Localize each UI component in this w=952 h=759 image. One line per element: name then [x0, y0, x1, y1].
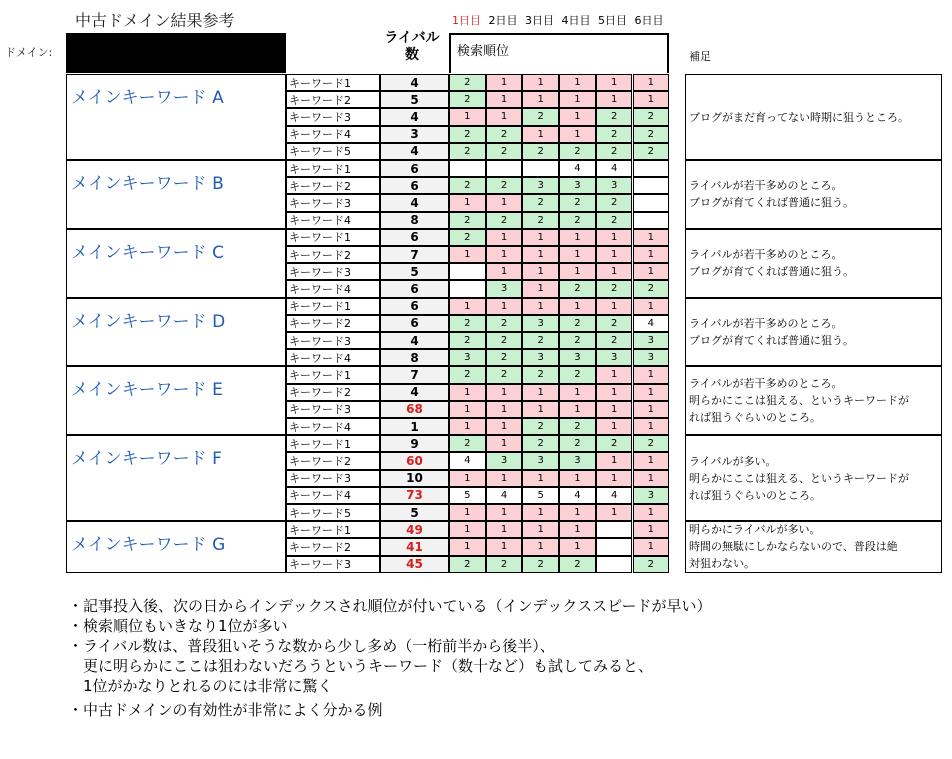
summary-bullet: ・検索順位もいきなり1位が多い: [68, 617, 288, 635]
main-keyword-label: メインキーワード E: [66, 366, 286, 435]
rival-header-line1: ライバル: [384, 30, 440, 46]
rival-count-cell: 7: [380, 246, 449, 263]
rank-cell: 1: [633, 521, 670, 538]
rank-cell: 3: [522, 452, 559, 469]
rank-cell: [449, 280, 486, 297]
rank-cell: 2: [449, 366, 486, 383]
rank-cell: 3: [633, 332, 670, 349]
rival-count-cell: 5: [380, 91, 449, 108]
rank-cell: 2: [633, 435, 670, 452]
rank-cell: 2: [449, 315, 486, 332]
rank-cell: 1: [449, 470, 486, 487]
supplement-note: ライバルが若干多めのところ。 明らかにここは狙える、というキーワードが れば狙うぐらいのところ。: [685, 366, 942, 435]
rank-cell: 3: [449, 349, 486, 366]
rank-cell: 1: [522, 384, 559, 401]
rank-cell: 1: [522, 470, 559, 487]
rank-cell: 1: [633, 384, 670, 401]
rank-cell: 1: [559, 246, 596, 263]
rank-cell: 1: [486, 74, 523, 91]
rank-cell: 2: [596, 126, 633, 143]
summary-notes: [68, 596, 712, 720]
rank-cell: 1: [486, 246, 523, 263]
rank-cell: 3: [522, 349, 559, 366]
rank-cell: [449, 160, 486, 177]
rank-cell: 2: [449, 229, 486, 246]
rank-cell: 1: [486, 504, 523, 521]
rank-cell: [486, 160, 523, 177]
rank-cell: 1: [449, 194, 486, 211]
rank-cell: 1: [449, 246, 486, 263]
keyword-cell: キーワード1: [286, 521, 380, 538]
rank-cell: 1: [633, 504, 670, 521]
rank-cell: 1: [559, 521, 596, 538]
rival-count-cell: 5: [380, 504, 449, 521]
rank-cell: 2: [596, 280, 633, 297]
rank-cell: 2: [486, 143, 523, 160]
rank-cell: 1: [596, 401, 633, 418]
rival-count-cell: 7: [380, 366, 449, 383]
rank-cell: 3: [522, 315, 559, 332]
rank-cell: 1: [633, 452, 670, 469]
rival-count-cell: 41: [380, 538, 449, 555]
keyword-cell: キーワード3: [286, 263, 380, 280]
page-title: 中古ドメイン結果参考: [75, 11, 235, 30]
rank-cell: 1: [596, 246, 633, 263]
keyword-cell: キーワード2: [286, 246, 380, 263]
rank-cell: 1: [486, 263, 523, 280]
rank-cell: 1: [596, 91, 633, 108]
keyword-cell: キーワード3: [286, 470, 380, 487]
rank-cell: 1: [522, 246, 559, 263]
rank-cell: 1: [559, 91, 596, 108]
rival-count-cell: 4: [380, 143, 449, 160]
rank-cell: 2: [449, 143, 486, 160]
rank-cell: 1: [522, 521, 559, 538]
rank-cell: 2: [596, 212, 633, 229]
rival-count-cell: 6: [380, 315, 449, 332]
rank-cell: [449, 263, 486, 280]
rank-cell: 2: [522, 143, 559, 160]
day-label: 1日目: [452, 14, 481, 27]
rank-cell: 2: [449, 126, 486, 143]
rank-cell: 1: [596, 263, 633, 280]
supplement-header: 補足: [689, 50, 711, 63]
keyword-cell: キーワード3: [286, 108, 380, 125]
rank-cell: 1: [633, 91, 670, 108]
rank-cell: 1: [559, 384, 596, 401]
rival-count-cell: 4: [380, 108, 449, 125]
rival-header-line2: 数: [405, 47, 419, 63]
rank-cell: 2: [559, 366, 596, 383]
rival-count-cell: 6: [380, 280, 449, 297]
rank-cell: 2: [449, 91, 486, 108]
rank-cell: 2: [559, 556, 596, 573]
rank-cell: 2: [559, 315, 596, 332]
rank-cell: 1: [486, 538, 523, 555]
rank-cell: 3: [596, 349, 633, 366]
keyword-cell: キーワード3: [286, 194, 380, 211]
rival-count-cell: 73: [380, 487, 449, 504]
rank-cell: 1: [522, 74, 559, 91]
rank-cell: 1: [449, 538, 486, 555]
rank-cell: 1: [633, 366, 670, 383]
rival-count-cell: 45: [380, 556, 449, 573]
rank-cell: 2: [522, 435, 559, 452]
rank-cell: 1: [486, 521, 523, 538]
rival-count-cell: 68: [380, 401, 449, 418]
summary-bullet: ・記事投入後、次の日からインデックスされ順位が付いている（インデックススピードが早い）: [68, 597, 712, 615]
rank-cell: 3: [633, 487, 670, 504]
rival-count-cell: 6: [380, 177, 449, 194]
rank-cell: 4: [486, 487, 523, 504]
rank-cell: 2: [559, 332, 596, 349]
rank-cell: 1: [596, 504, 633, 521]
day-label: 6日目: [634, 14, 664, 27]
rank-cell: 1: [633, 538, 670, 555]
rival-count-cell: 3: [380, 126, 449, 143]
rank-cell: 1: [486, 384, 523, 401]
rank-cell: 2: [596, 194, 633, 211]
keyword-cell: キーワード4: [286, 487, 380, 504]
rank-cell: 5: [522, 487, 559, 504]
rank-cell: 3: [633, 349, 670, 366]
supplement-note: ブログがまだ育ってない時期に狙うところ。: [685, 74, 942, 160]
summary-bullet: ・ライバル数は、普段狙いそうな数から少し多め（一桁前半から後半）、: [68, 637, 555, 655]
rank-cell: 4: [596, 487, 633, 504]
keyword-cell: キーワード1: [286, 435, 380, 452]
rank-cell: [522, 160, 559, 177]
keyword-cell: キーワード4: [286, 280, 380, 297]
rank-cell: 2: [449, 332, 486, 349]
keyword-cell: キーワード2: [286, 315, 380, 332]
rank-cell: 1: [522, 126, 559, 143]
keyword-cell: キーワード2: [286, 452, 380, 469]
rank-cell: 1: [522, 504, 559, 521]
rank-cell: 1: [596, 229, 633, 246]
rank-cell: 2: [522, 332, 559, 349]
main-keyword-label: メインキーワード B: [66, 160, 286, 229]
rank-cell: 1: [633, 263, 670, 280]
keyword-cell: キーワード1: [286, 74, 380, 91]
rank-cell: 1: [486, 401, 523, 418]
rank-cell: 1: [522, 280, 559, 297]
rival-count-cell: 4: [380, 332, 449, 349]
rank-cell: 2: [522, 108, 559, 125]
rank-cell: 2: [596, 315, 633, 332]
rank-cell: 3: [522, 177, 559, 194]
rank-cell: 1: [633, 229, 670, 246]
rival-count-cell: 8: [380, 349, 449, 366]
rank-cell: 1: [522, 263, 559, 280]
rank-cell: 1: [449, 418, 486, 435]
rank-cell: 2: [486, 126, 523, 143]
rank-cell: 2: [596, 332, 633, 349]
rank-cell: 1: [449, 401, 486, 418]
rank-cell: 3: [486, 280, 523, 297]
rank-cell: 1: [559, 229, 596, 246]
day-label: 5日目: [598, 14, 627, 27]
rank-cell: 2: [633, 143, 670, 160]
rank-cell: 2: [522, 194, 559, 211]
rank-cell: 1: [449, 521, 486, 538]
keyword-cell: キーワード1: [286, 160, 380, 177]
rank-cell: 1: [596, 452, 633, 469]
rank-cell: 1: [596, 470, 633, 487]
rank-cell: 1: [522, 538, 559, 555]
rank-cell: 1: [486, 194, 523, 211]
keyword-cell: キーワード2: [286, 177, 380, 194]
rank-cell: 2: [522, 212, 559, 229]
rank-cell: 1: [522, 91, 559, 108]
keyword-cell: キーワード4: [286, 212, 380, 229]
rank-cell: 1: [522, 298, 559, 315]
rank-cell: 1: [486, 435, 523, 452]
keyword-cell: キーワード5: [286, 504, 380, 521]
rank-cell: 1: [633, 74, 670, 91]
rank-cell: 2: [486, 556, 523, 573]
rank-cell: 1: [486, 470, 523, 487]
rank-cell: 2: [559, 194, 596, 211]
rank-cell: 2: [559, 143, 596, 160]
rank-cell: 1: [559, 263, 596, 280]
rank-cell: 2: [522, 418, 559, 435]
rank-cell: 2: [486, 332, 523, 349]
main-keyword-label: メインキーワード G: [66, 521, 286, 573]
keyword-cell: キーワード4: [286, 126, 380, 143]
rank-cell: 1: [633, 246, 670, 263]
rank-cell: 2: [596, 435, 633, 452]
supplement-note: ライバルが若干多めのところ。 ブログが育てくれば普通に狙う。: [685, 229, 942, 298]
keyword-cell: キーワード1: [286, 298, 380, 315]
rank-cell: 1: [449, 504, 486, 521]
rank-cell: 2: [559, 212, 596, 229]
rank-cell: 2: [633, 126, 670, 143]
rank-cell: 2: [486, 212, 523, 229]
rank-cell: 3: [559, 349, 596, 366]
rival-count-cell: 5: [380, 263, 449, 280]
rank-cell: 1: [449, 384, 486, 401]
rank-cell: 1: [522, 229, 559, 246]
rival-count-cell: 4: [380, 384, 449, 401]
rank-cell: 4: [559, 160, 596, 177]
keyword-cell: キーワード2: [286, 538, 380, 555]
rival-count-cell: 10: [380, 470, 449, 487]
rank-cell: 2: [486, 349, 523, 366]
rival-count-cell: 8: [380, 212, 449, 229]
rank-cell: 1: [559, 470, 596, 487]
supplement-note: ライバルが若干多めのところ。 ブログが育てくれば普通に狙う。: [685, 298, 942, 367]
rank-cell: 1: [633, 470, 670, 487]
keyword-cell: キーワード1: [286, 229, 380, 246]
rank-cell: 4: [633, 315, 670, 332]
rank-cell: 2: [633, 108, 670, 125]
keyword-cell: キーワード2: [286, 384, 380, 401]
supplement-note: 明らかにライバルが多い。 時間の無駄にしかならないので、普段は絶 対狙わない。: [685, 521, 942, 573]
rank-cell: 1: [486, 229, 523, 246]
rival-count-cell: 4: [380, 74, 449, 91]
rank-cell: [596, 556, 633, 573]
summary-bullet: 更に明らかにここは狙わないだろうというキーワード（数十など）も試してみると、: [68, 657, 654, 675]
rank-cell: 4: [449, 452, 486, 469]
rival-count-cell: 1: [380, 418, 449, 435]
day-label: 2日目: [488, 14, 518, 27]
domain-redacted-box: [66, 33, 286, 73]
summary-bullet: ・中古ドメインの有効性が非常によく分かる例: [68, 701, 383, 719]
rank-cell: 3: [486, 452, 523, 469]
rank-cell: 1: [522, 401, 559, 418]
rank-cell: 1: [559, 108, 596, 125]
rank-cell: 3: [596, 177, 633, 194]
keyword-cell: キーワード2: [286, 91, 380, 108]
rank-cell: 1: [596, 366, 633, 383]
rival-count-cell: 60: [380, 452, 449, 469]
day-label: 4日目: [561, 14, 591, 27]
rank-cell: 1: [633, 418, 670, 435]
rank-cell: 2: [522, 366, 559, 383]
rank-cell: 4: [559, 487, 596, 504]
summary-bullet: 1位がかなりとれるのには非常に驚く: [68, 677, 333, 695]
search-rank-header: 検索順位: [449, 33, 669, 73]
supplement-note: ライバルが若干多めのところ。 ブログが育てくれば普通に狙う。: [685, 160, 942, 229]
rank-cell: 2: [596, 143, 633, 160]
rank-cell: 2: [486, 366, 523, 383]
rank-cell: 2: [449, 177, 486, 194]
rank-cell: 1: [486, 418, 523, 435]
rank-cell: 2: [559, 435, 596, 452]
main-keyword-label: メインキーワード D: [66, 298, 286, 367]
rank-cell: 2: [449, 556, 486, 573]
rank-cell: 1: [559, 74, 596, 91]
rank-cell: [633, 194, 670, 211]
supplement-note: ライバルが多い。 明らかにここは狙える、というキーワードが れば狙うぐらいのところ。: [685, 435, 942, 521]
keyword-cell: キーワード3: [286, 556, 380, 573]
rank-cell: 2: [449, 435, 486, 452]
day-header-row: [452, 12, 668, 28]
rank-cell: 1: [486, 91, 523, 108]
rank-cell: 1: [449, 298, 486, 315]
keyword-cell: キーワード3: [286, 332, 380, 349]
rank-cell: 2: [486, 315, 523, 332]
rank-cell: 2: [633, 280, 670, 297]
rank-cell: 1: [559, 298, 596, 315]
rival-count-cell: 9: [380, 435, 449, 452]
rank-cell: [596, 521, 633, 538]
rival-count-cell: 6: [380, 160, 449, 177]
keyword-cell: キーワード1: [286, 366, 380, 383]
main-keyword-label: メインキーワード C: [66, 229, 286, 298]
rank-cell: 2: [596, 108, 633, 125]
rival-count-cell: 6: [380, 229, 449, 246]
rank-cell: [633, 160, 670, 177]
keyword-cell: キーワード5: [286, 143, 380, 160]
rank-cell: 3: [559, 452, 596, 469]
keyword-cell: キーワード3: [286, 401, 380, 418]
rank-cell: 1: [486, 108, 523, 125]
rank-cell: 1: [596, 298, 633, 315]
rank-cell: 1: [559, 126, 596, 143]
rank-cell: 1: [633, 401, 670, 418]
rank-cell: 2: [449, 74, 486, 91]
rival-count-cell: 49: [380, 521, 449, 538]
rival-count-header: [380, 30, 444, 64]
rank-cell: 2: [449, 212, 486, 229]
rank-cell: 1: [449, 108, 486, 125]
rank-cell: [596, 538, 633, 555]
rank-cell: 1: [559, 504, 596, 521]
rank-cell: 1: [596, 384, 633, 401]
rank-cell: 2: [559, 418, 596, 435]
rank-cell: 5: [449, 487, 486, 504]
main-keyword-label: メインキーワード A: [66, 74, 286, 160]
keyword-cell: キーワード4: [286, 349, 380, 366]
rank-cell: 4: [596, 160, 633, 177]
rank-cell: 2: [559, 280, 596, 297]
rival-count-cell: 6: [380, 298, 449, 315]
rank-cell: 2: [486, 177, 523, 194]
rank-cell: 1: [596, 418, 633, 435]
rank-cell: 1: [486, 298, 523, 315]
rank-cell: [633, 212, 670, 229]
day-label: 3日目: [525, 14, 554, 27]
rank-cell: 2: [633, 556, 670, 573]
rank-cell: [633, 177, 670, 194]
rival-count-cell: 4: [380, 194, 449, 211]
rank-cell: 1: [596, 74, 633, 91]
rank-cell: 1: [559, 538, 596, 555]
domain-label: ドメイン:: [5, 46, 53, 59]
rank-cell: 1: [633, 298, 670, 315]
main-keyword-label: メインキーワード F: [66, 435, 286, 521]
rank-cell: 3: [559, 177, 596, 194]
rank-cell: 1: [559, 401, 596, 418]
keyword-cell: キーワード4: [286, 418, 380, 435]
rank-cell: 2: [522, 556, 559, 573]
